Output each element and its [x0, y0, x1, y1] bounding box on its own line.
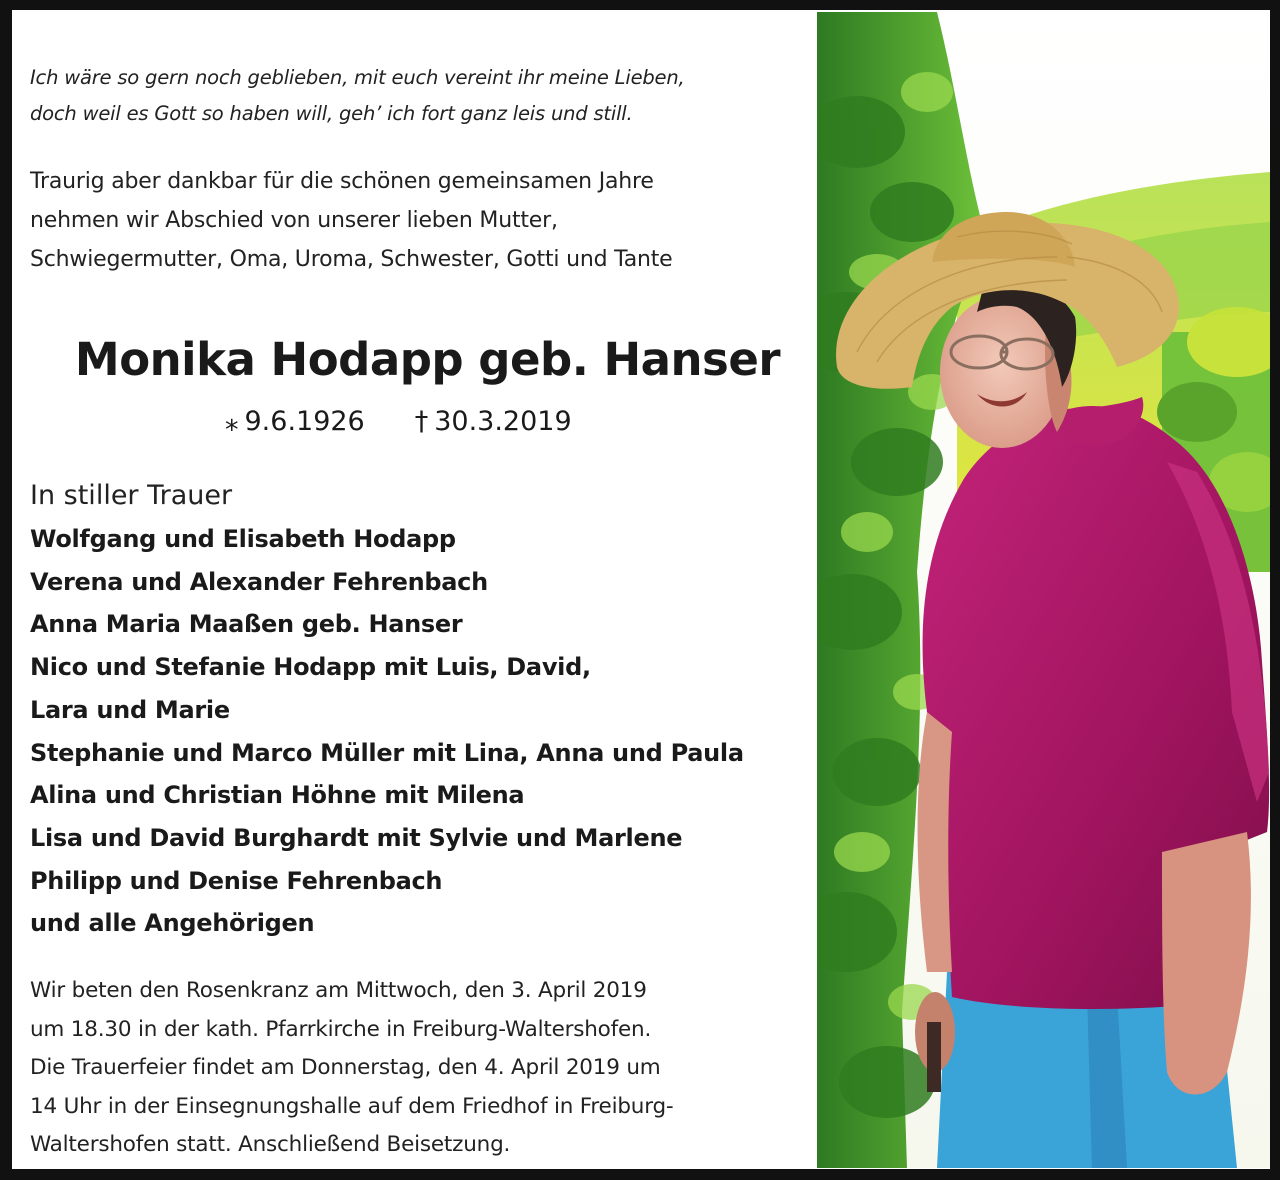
- poem-verse: [30, 60, 685, 132]
- intro-line: Traurig aber dankbar für die schönen gemeinsamen Jahre: [30, 169, 654, 194]
- portrait-photo: [817, 12, 1270, 1168]
- birth-star-icon: ⁎: [225, 406, 239, 437]
- poem-line: Ich wäre so gern noch geblieben, mit euch vereint ihr meine Lieben,: [30, 66, 685, 89]
- life-dates: [225, 402, 572, 442]
- mourner-entry: Alina und Christian Höhne mit Milena: [30, 781, 525, 810]
- text-column: [30, 10, 825, 1170]
- mourner-entry: Lara und Marie: [30, 695, 230, 724]
- mourner-entry: Nico und Stefanie Hodapp mit Luis, David,: [30, 653, 591, 682]
- mourner-entry: Stephanie und Marco Müller mit Lina, Anna und Paula: [30, 738, 744, 767]
- service-details: [30, 972, 674, 1165]
- intro-text: [30, 162, 673, 279]
- service-line: Wir beten den Rosenkranz am Mittwoch, den 3. April 2019: [30, 978, 647, 1003]
- poem-line: doch weil es Gott so haben will, geh’ ich fort ganz leis und still.: [30, 102, 633, 125]
- birth-date: 9.6.1926: [244, 406, 365, 437]
- deceased-name: Monika Hodapp geb. Hanser: [74, 333, 781, 386]
- death-cross-icon: †: [414, 406, 429, 437]
- mourners-list: [30, 518, 744, 945]
- mourner-entry: Verena und Alexander Fehrenbach: [30, 567, 488, 596]
- service-line: um 18.30 in der kath. Pfarrkirche in Freiburg-Waltershofen.: [30, 1016, 652, 1042]
- mourner-entry: Wolfgang und Elisabeth Hodapp: [30, 525, 456, 553]
- mourner-entry: und alle Angehörigen: [30, 909, 315, 938]
- death-date: 30.3.2019: [434, 406, 572, 437]
- intro-line: Schwiegermutter, Oma, Uroma, Schwester, Gotti und Tante: [30, 247, 673, 272]
- service-line: 14 Uhr in der Einsegnungshalle auf dem Friedhof in Freiburg-: [30, 1093, 674, 1119]
- service-line: Waltershofen statt. Anschließend Beisetzung.: [30, 1132, 511, 1157]
- mourner-entry: Anna Maria Maaßen geb. Hanser: [30, 610, 463, 639]
- intro-line: nehmen wir Abschied von unserer lieben Mutter,: [30, 208, 558, 233]
- mourning-label: In stiller Trauer: [30, 480, 233, 511]
- mourner-entry: Philipp und Denise Fehrenbach: [30, 866, 443, 895]
- service-line: Die Trauerfeier findet am Donnerstag, den 4. April 2019 um: [30, 1055, 661, 1080]
- mourner-entry: Lisa und David Burghardt mit Sylvie und Marlene: [30, 823, 683, 852]
